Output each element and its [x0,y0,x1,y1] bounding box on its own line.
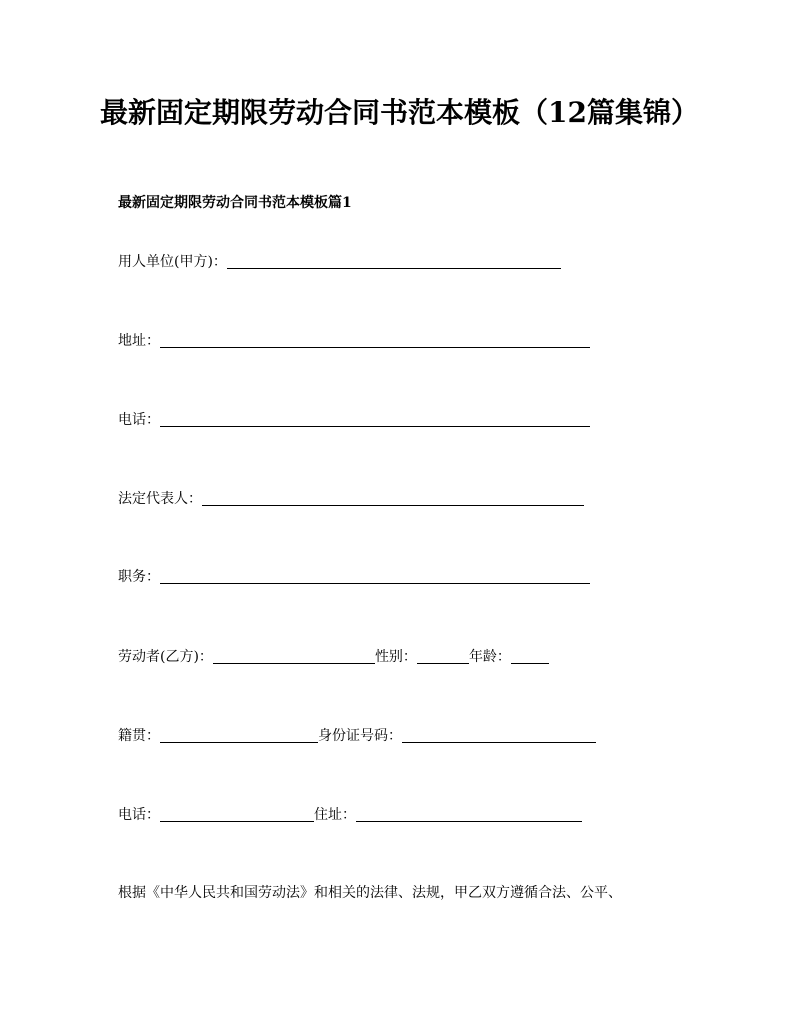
body-paragraph: 根据《中华人民共和国劳动法》和相关的法律、法规，甲乙双方遵循合法、公平、 [118,885,622,901]
phone2-blank [160,807,314,822]
employer-blank [227,254,561,269]
address-field [118,331,590,351]
worker-field [118,647,549,667]
origin-label: 籍贯： [118,728,160,744]
section-heading: 最新固定期限劳动合同书范本模板篇1 [118,195,352,211]
gender-blank [417,649,469,664]
phone2-label: 电话： [118,807,160,823]
phone-blank [160,412,590,427]
legal-rep-field [118,489,584,509]
worker-blank [213,649,375,664]
residence-label: 住址： [314,807,356,823]
age-label: 年龄： [468,649,511,665]
position-field [118,567,590,587]
phone-label: 电话： [118,412,160,428]
legal-rep-blank [202,491,584,506]
position-blank [160,569,590,584]
origin-field [118,726,596,746]
origin-blank [160,728,318,743]
worker-label: 劳动者(乙方)： [118,649,213,665]
address-label: 地址： [118,333,160,349]
id-number-label: 身份证号码： [318,728,402,744]
employer-label: 用人单位(甲方)： [118,254,227,270]
phone-field [118,410,590,430]
gender-label: 性别： [374,649,417,665]
position-label: 职务： [118,569,160,585]
residence-blank [356,807,582,822]
id-number-blank [402,728,596,743]
legal-rep-label: 法定代表人： [118,491,202,507]
age-blank [511,649,549,664]
employer-field [118,252,561,272]
contact-field [118,805,582,825]
address-blank [160,333,590,348]
document-title: 最新固定期限劳动合同书范本模板（12篇集锦） [100,96,699,129]
